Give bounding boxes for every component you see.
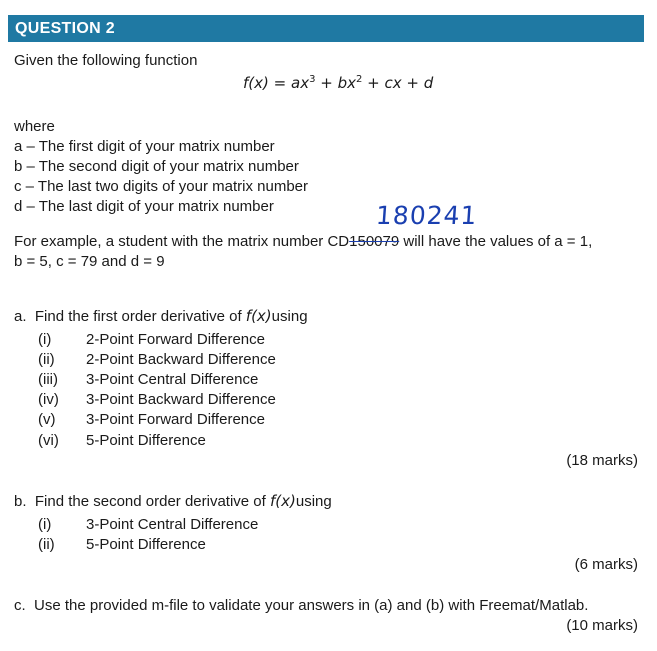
part-b-prompt [14, 492, 332, 511]
part-a-item-text: 3-Point Central Difference [86, 371, 259, 388]
part-a-item-num: (i) [38, 331, 52, 348]
question-header: QUESTION 2 [8, 15, 644, 42]
example-text-post: will have the values of a = 1, [399, 233, 593, 250]
function-formula: $f(x) = ax^3 + bx^2$ + cx + d [243, 74, 434, 92]
formula-power-3: 3 [309, 74, 316, 85]
part-b-text: Find the second order derivative of [34, 493, 266, 510]
part-a-using: using [271, 308, 308, 325]
formula-term-b: bx [337, 74, 356, 92]
struck-matrix-number: 150079 [349, 233, 400, 250]
part-b-item-num: (i) [38, 516, 52, 533]
formula-equals: = [273, 74, 287, 92]
part-a-prompt [14, 307, 308, 326]
part-a-marks: (18 marks) [566, 452, 638, 469]
part-a-fx: f(x) [245, 307, 272, 325]
part-a-item-num: (iv) [38, 391, 59, 408]
definition-c: c – The last two digits of your matrix number [14, 178, 309, 195]
definition-b: b – The second digit of your matrix number [14, 158, 299, 175]
handwritten-matrix-number: 180241 [374, 201, 479, 230]
part-a-item-text: 3-Point Backward Difference [86, 391, 276, 408]
part-b-item-text: 5-Point Difference [86, 536, 206, 553]
formula-term-a: ax [291, 74, 310, 92]
part-a-item-num: (v) [38, 411, 56, 428]
formula-power-2: 2 [355, 74, 363, 85]
part-b-marks: (6 marks) [574, 556, 638, 573]
part-a-item-text: 2-Point Backward Difference [86, 351, 276, 368]
example-line-1 [14, 233, 592, 251]
part-a-item-num: (iii) [38, 371, 58, 388]
part-a-item-text: 2-Point Forward Difference [86, 331, 265, 348]
part-a-item-text: 5-Point Difference [86, 432, 206, 449]
part-c-label: c. [14, 597, 26, 614]
part-a-label: a. [14, 308, 27, 325]
part-b-using: using [295, 493, 332, 510]
part-a-item-num: (vi) [38, 432, 59, 449]
formula-term-d: d [423, 74, 434, 92]
part-b-item-text: 3-Point Central Difference [86, 516, 259, 533]
part-c-text: Use the provided m-file to validate your answers in (a) and (b) with Freemat/Matlab. [34, 597, 589, 614]
formula-term-c: cx [384, 74, 402, 92]
part-c-marks: (10 marks) [566, 617, 638, 634]
definition-d: d – The last digit of your matrix number [14, 198, 274, 215]
where-label: where [14, 118, 55, 135]
part-c-prompt [14, 597, 588, 615]
example-line-2: b = 5, c = 79 and d = 9 [14, 253, 165, 270]
part-a-item-text: 3-Point Forward Difference [86, 411, 265, 428]
part-b-label: b. [14, 493, 27, 510]
part-b-item-num: (ii) [38, 536, 55, 553]
part-a-item-num: (ii) [38, 351, 55, 368]
example-text-pre: For example, a student with the matrix number CD [14, 233, 350, 250]
part-b-fx: f(x) [270, 492, 296, 510]
formula-lhs: f(x) [243, 74, 269, 92]
definition-a: a – The first digit of your matrix number [14, 138, 275, 155]
part-a-text: Find the first order derivative of [34, 308, 242, 325]
intro-text: Given the following function [14, 52, 198, 69]
